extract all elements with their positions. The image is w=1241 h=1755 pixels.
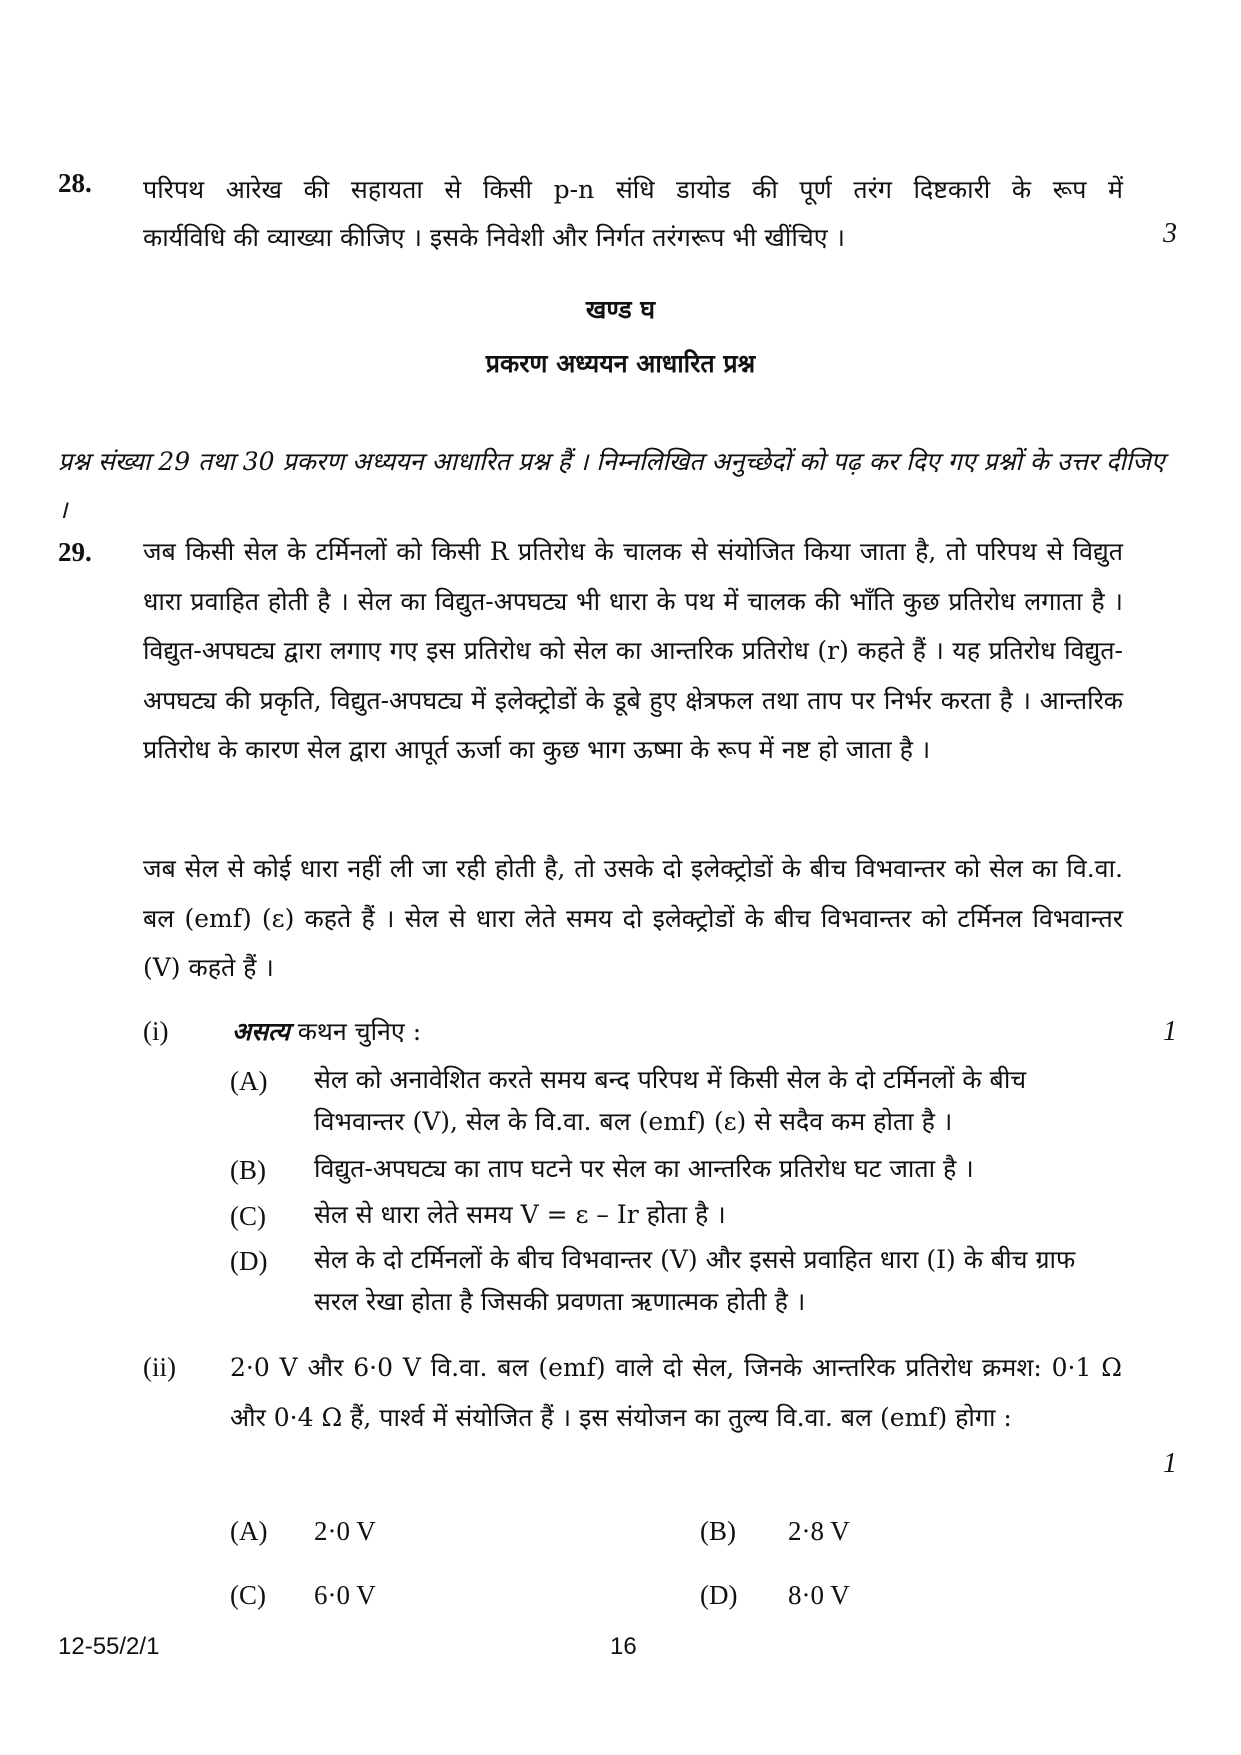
question-28-line-1: परिपथ आरेख की सहायता से किसी p-n संधि डायोड की पूर्ण तरंग दिष्टकारी के रूप में — [143, 175, 1123, 204]
option-a-text: सेल को अनावेशित करते समय बन्द परिपथ में किसी सेल के दो टर्मिनलों के बीच विभवान्तर (V), सेल के वि.वा. बल (emf) (ε) से सदैव कम होता है । — [314, 1065, 1027, 1136]
option-b-text: विद्युत-अपघट्य का ताप घटने पर सेल का आन्तरिक प्रतिरोध घट जाता है । — [314, 1154, 974, 1183]
subquestion-ii-label: (ii) — [143, 1352, 176, 1382]
option-b-value: 2·8 V — [788, 1516, 850, 1546]
option-d-label: (D) — [700, 1580, 738, 1610]
option-a-label: (A) — [230, 1066, 268, 1096]
subquestion-i-marks: 1 — [1163, 1016, 1177, 1047]
option-b-label: (B) — [230, 1155, 266, 1185]
option-c-label: (C) — [230, 1201, 266, 1231]
section-instruction: प्रश्न संख्या 29 तथा 30 प्रकरण अध्ययन आधारित प्रश्न हैं । निम्नलिखित अनुच्छेदों को पढ़ कर दिए गए प्रश्नों के उत्तर दीजिए । — [58, 447, 1165, 524]
question-28-line-2: कार्यविधि की व्याख्या कीजिए । इसके निवेशी और निर्गत तरंगरूप भी खींचिए । — [143, 223, 845, 252]
question-29-paragraph-2: जब सेल से कोई धारा नहीं ली जा रही होती है, तो उसके दो इलेक्ट्रोडों के बीच विभवान्तर को सेल का वि.वा. बल (emf) (ε) कहते हैं । सेल से धारा लेते समय दो इलेक्ट्रोडों के बीच विभवान्तर को टर्मिनल विभवान्तर (V) कहते हैं । — [143, 854, 1123, 982]
subquestion-i-label: (i) — [143, 1016, 169, 1046]
option-a-value: 2·0 V — [314, 1516, 376, 1546]
subquestion-i-prompt — [232, 1014, 421, 1048]
section-title: खण्ड घ — [585, 295, 656, 324]
subquestion-ii-marks: 1 — [1163, 1448, 1177, 1479]
question-number-29: 29. — [58, 537, 92, 567]
option-c-text: सेल से धारा लेते समय V = ε – Ir होता है । — [314, 1200, 726, 1229]
option-d-value: 8·0 V — [788, 1580, 850, 1610]
question-29-paragraph-1: जब किसी सेल के टर्मिनलों को किसी R प्रतिरोध के चालक से संयोजित किया जाता है, तो परिपथ से विद्युत धारा प्रवाहित होती है । सेल का विद्युत-अपघट्य भी धारा के पथ में चालक की भाँति कुछ प्रतिरोध लगाता है । विद्युत-अपघट्य द्वारा लगाए गए इस प्रतिरोध को सेल का आन्तरिक प्रतिरोध (r) कहते हैं । यह प्रतिरोध विद्युत-अपघट्य की प्रकृति, विद्युत-अपघट्य में इलेक्ट्रोडों के डूबे हुए क्षेत्रफल तथा ताप पर निर्भर करता है । आन्तरिक प्रतिरोध के कारण सेल द्वारा आपूर्त ऊर्जा का कुछ भाग ऊष्मा के रूप में नष्ट हो जाता है । — [143, 537, 1123, 764]
option-d-text: सेल के दो टर्मिनलों के बीच विभवान्तर (V) और इससे प्रवाहित धारा (I) के बीच ग्राफ सरल रेखा होता है जिसकी प्रवणता ऋणात्मक होती है । — [314, 1245, 1076, 1316]
subquestion-ii-text: 2·0 V और 6·0 V वि.वा. बल (emf) वाले दो सेल, जिनके आन्तरिक प्रतिरोध क्रमश: 0·1 Ω और 0·4 Ω हैं, पार्श्व में संयोजित हैं । इस संयोजन का तुल्य वि.वा. बल (emf) होगा : — [230, 1353, 1122, 1432]
question-28-text — [143, 166, 1123, 262]
paper-code: 12-55/2/1 — [58, 1633, 160, 1660]
question-number-28: 28. — [58, 168, 92, 198]
page-number: 16 — [610, 1633, 637, 1660]
option-c-value: 6·0 V — [314, 1580, 376, 1610]
section-subtitle: प्रकरण अध्ययन आधारित प्रश्न — [485, 349, 756, 378]
subquestion-i-prompt-text: कथन चुनिए : — [289, 1017, 422, 1046]
option-a-label: (A) — [230, 1516, 268, 1546]
question-28-marks: 3 — [1163, 218, 1177, 249]
subquestion-i-emphasis: असत्य — [232, 1017, 290, 1046]
option-b-label: (B) — [700, 1516, 736, 1546]
option-c-label: (C) — [230, 1580, 266, 1610]
option-d-label: (D) — [230, 1246, 268, 1276]
